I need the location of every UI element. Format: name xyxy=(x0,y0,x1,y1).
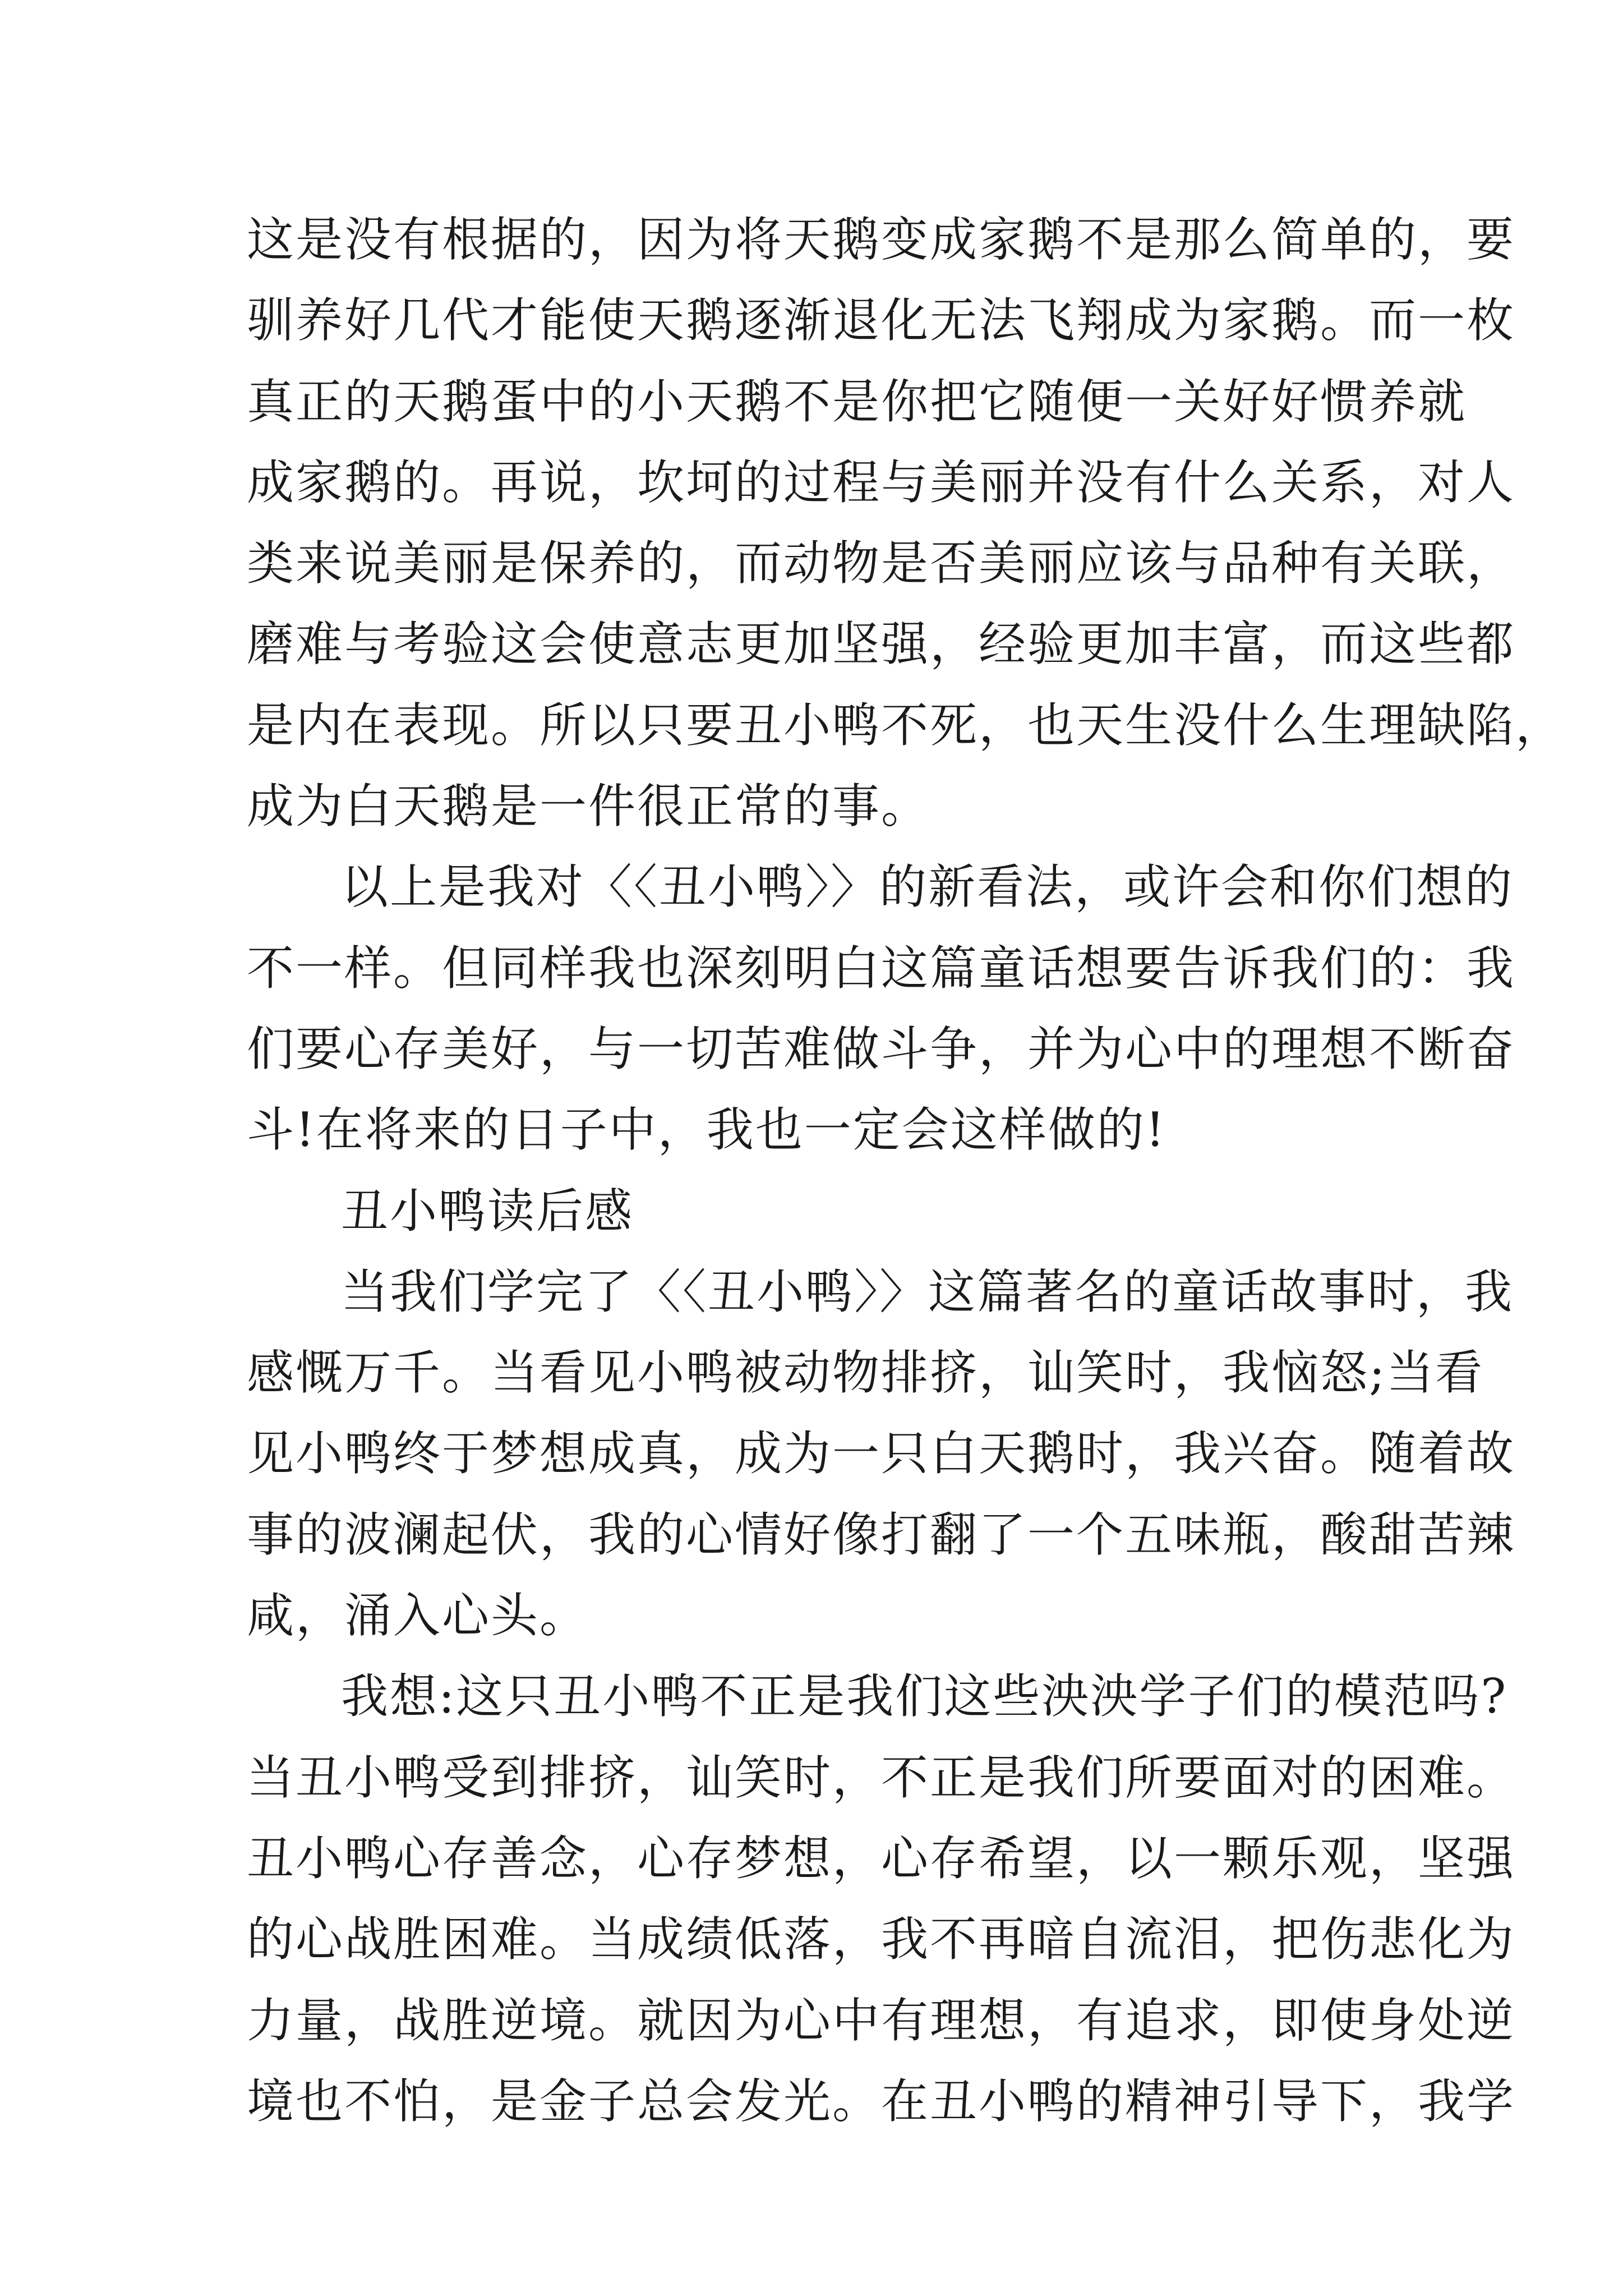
text-line: 成家鹅的。再说，坎坷的过程与美丽并没有什么关系，对人 xyxy=(247,454,1516,510)
text-line: 力量，战胜逆境。就因为心中有理想，有追求，即使身处逆 xyxy=(247,1993,1516,2048)
text-line: 真正的天鹅蛋中的小天鹅不是你把它随便一关好好惯养就 xyxy=(247,374,1467,429)
text-line: 驯养好几代才能使天鹅逐渐退化无法飞翔成为家鹅。而一枚 xyxy=(247,293,1516,348)
paragraph-start-line: 以上是我对〈〈丑小鸭〉〉的新看法，或许会和你们想的 xyxy=(341,859,1514,915)
body-text xyxy=(247,199,1565,2142)
text-line: 们要心存美好，与一切苦难做斗争，并为心中的理想不断奋 xyxy=(247,1021,1516,1076)
paragraph-start-line: 当我们学完了〈〈丑小鸭〉〉这篇著名的童话故事时，我 xyxy=(341,1264,1514,1319)
text-line: 感慨万千。当看见小鸭被动物排挤，讪笑时，我恼怒;当看 xyxy=(247,1345,1484,1401)
text-line: 咸，涌入心头。 xyxy=(247,1588,589,1644)
text-line: 是内在表现。所以只要丑小鸭不死，也天生没什么生理缺陷， xyxy=(247,697,1565,753)
text-line: 类来说美丽是保养的，而动物是否美丽应该与品种有关联， xyxy=(247,536,1516,591)
section-title: 丑小鸭读后感 xyxy=(341,1183,634,1239)
text-line: 不一样。但同样我也深刻明白这篇童话想要告诉我们的：我 xyxy=(247,940,1516,996)
text-line: 斗!在将来的日子中，我也一定会这样做的! xyxy=(247,1102,1166,1158)
text-line: 事的波澜起伏，我的心情好像打翻了一个五味瓶，酸甜苦辣 xyxy=(247,1507,1516,1562)
text-line: 的心战胜困难。当成绩低落，我不再暗自流泪，把伤悲化为 xyxy=(247,1912,1516,1967)
text-line: 当丑小鸭受到排挤，讪笑时，不正是我们所要面对的困难。 xyxy=(247,1750,1516,1805)
text-line: 丑小鸭心存善念，心存梦想，心存希望，以一颗乐观，坚强 xyxy=(247,1830,1516,1886)
text-line: 成为白天鹅是一件很正常的事。 xyxy=(247,779,930,834)
text-line: 这是没有根据的，因为将天鹅变成家鹅不是那么简单的，要 xyxy=(247,212,1516,267)
text-line: 磨难与考验这会使意志更加坚强，经验更加丰富，而这些都 xyxy=(247,616,1516,672)
text-line: 境也不怕，是金子总会发光。在丑小鸭的精神引导下，我学 xyxy=(247,2073,1516,2129)
text-line: 见小鸭终于梦想成真，成为一只白天鹅时，我兴奋。随着故 xyxy=(247,1426,1516,1481)
paragraph-start-line: 我想:这只丑小鸭不正是我们这些泱泱学子们的模范吗? xyxy=(341,1669,1508,1724)
